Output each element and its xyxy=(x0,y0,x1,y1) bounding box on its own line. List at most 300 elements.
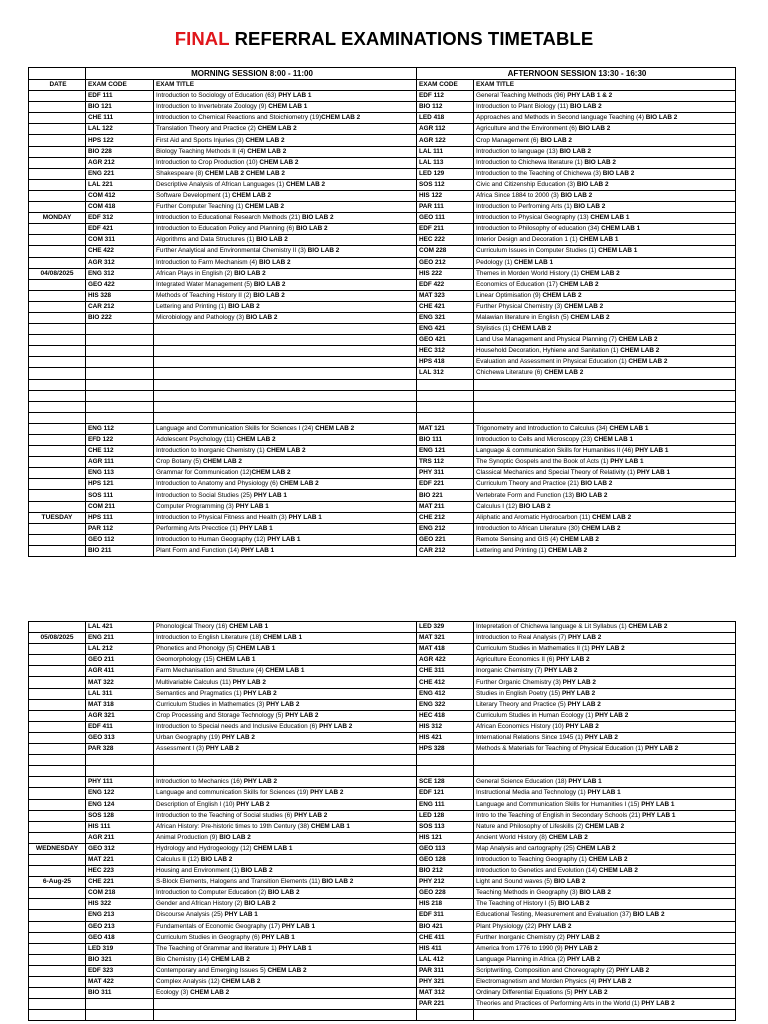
afternoon-exam-code: PAR 111 xyxy=(417,202,474,213)
morning-title-text: Language and communication Skills for Sciences (19) xyxy=(156,789,311,797)
afternoon-exam-title xyxy=(474,866,736,877)
afternoon-exam-code: HEC 312 xyxy=(417,346,474,357)
morning-exam-code xyxy=(86,999,154,1010)
afternoon-title-text: Classical Mechanics and Special Theory of Relativity (1) xyxy=(476,469,637,477)
afternoon-exam-title xyxy=(474,677,736,688)
date-cell: 6-Aug-25 xyxy=(29,877,86,888)
morning-title-text: Ecology (3) xyxy=(156,989,191,997)
morning-exam-title xyxy=(154,479,417,490)
morning-title-text: African History: Pre-historic times to 19th Century (38) xyxy=(156,822,311,830)
morning-exam-code: BIO 311 xyxy=(86,988,154,999)
morning-venue: CHEM LAB 2 CHEM LAB 2 xyxy=(205,169,285,177)
afternoon-venue: CHEM LAB 2 xyxy=(620,347,660,355)
afternoon-exam-title xyxy=(474,821,736,832)
afternoon-exam-title xyxy=(474,877,736,888)
table-row xyxy=(29,324,736,335)
morning-exam-code: ENG 221 xyxy=(86,168,154,179)
morning-exam-code: EDF 421 xyxy=(86,224,154,235)
afternoon-venue: PHY LAB 1 xyxy=(635,447,669,455)
morning-venue: CHEM LAB 2 xyxy=(259,158,299,166)
morning-exam-code: PAR 112 xyxy=(86,523,154,534)
afternoon-exam-title xyxy=(474,246,736,257)
morning-title-text: First Aid and Sports Injuries (3) xyxy=(156,136,246,144)
morning-venue: BIO LAB 2 xyxy=(219,833,251,841)
morning-exam-code xyxy=(86,755,154,766)
date-cell xyxy=(29,777,86,788)
morning-venue: BIO LAB 2 xyxy=(321,878,354,886)
date-cell xyxy=(29,866,86,877)
afternoon-exam-code: BIO 421 xyxy=(417,921,474,932)
morning-exam-code: MAT 221 xyxy=(86,854,154,865)
morning-exam-code: MAT 422 xyxy=(86,977,154,988)
morning-title-text: Descriptive Analysis of African Languages (1) xyxy=(156,180,287,188)
afternoon-exam-title xyxy=(474,910,736,921)
morning-venue: PHY LAB 1 xyxy=(240,546,275,554)
afternoon-exam-title xyxy=(474,457,736,468)
morning-exam-code: BIO 228 xyxy=(86,146,154,157)
morning-exam-title xyxy=(154,368,417,379)
morning-venue: CHEM LAB 1 xyxy=(268,103,308,111)
date-cell xyxy=(29,799,86,810)
date-cell xyxy=(29,534,86,545)
morning-exam-code: MAT 318 xyxy=(86,699,154,710)
afternoon-venue: PHY LAB 2 xyxy=(562,678,596,686)
afternoon-exam-title xyxy=(474,213,736,224)
morning-title-text: Introduction to Inorganic Chemistry (1) xyxy=(156,447,267,455)
afternoon-title-text: General Teaching Methods (96) xyxy=(476,92,568,100)
morning-exam-title xyxy=(154,877,417,888)
empty-header-cell xyxy=(29,68,86,80)
afternoon-title-text: Ancient World History (8) xyxy=(476,833,549,841)
morning-exam-title xyxy=(154,490,417,501)
afternoon-title-text: Scriptwriting, Composition and Choreography (2) xyxy=(476,966,616,974)
afternoon-exam-code: AGR 422 xyxy=(417,655,474,666)
morning-venue: BIO LAB 2 xyxy=(253,280,286,288)
date-cell xyxy=(29,490,86,501)
morning-exam-title xyxy=(154,301,417,312)
session-header-row xyxy=(29,68,736,80)
date-cell xyxy=(29,235,86,246)
afternoon-exam-title xyxy=(474,290,736,301)
table-row xyxy=(29,666,736,677)
morning-exam-code: HIS 328 xyxy=(86,290,154,301)
afternoon-title-text: Nature and Philosophy of Lifeskills (2) xyxy=(476,822,586,830)
date-cell xyxy=(29,135,86,146)
table-row xyxy=(29,357,736,368)
column-header-row xyxy=(29,80,736,91)
table-row xyxy=(29,190,736,201)
table-row xyxy=(29,832,736,843)
afternoon-exam-title xyxy=(474,368,736,379)
morning-title-text: Introduction to Crop Production (10) xyxy=(156,158,260,166)
morning-venue: CHEM LAB 2 xyxy=(247,147,287,155)
afternoon-venue: CHEM LAB 2 xyxy=(598,867,638,875)
afternoon-exam-code: GEO 421 xyxy=(417,335,474,346)
afternoon-venue: PHY LAB 2 xyxy=(598,978,632,986)
morning-exam-title xyxy=(154,290,417,301)
afternoon-venue: PHY LAB 2 xyxy=(584,733,618,741)
date-cell xyxy=(29,688,86,699)
afternoon-exam-code: GEO 228 xyxy=(417,888,474,899)
morning-title-text: Assessment I (3) xyxy=(156,745,206,753)
date-cell xyxy=(29,390,86,401)
afternoon-venue: PHY LAB 2 xyxy=(591,645,625,653)
title-rest: REFERRAL EXAMINATIONS TIMETABLE xyxy=(229,28,594,49)
morning-exam-title xyxy=(154,545,417,556)
morning-exam-title xyxy=(154,268,417,279)
morning-exam-title xyxy=(154,721,417,732)
afternoon-exam-code: HIS 312 xyxy=(417,721,474,732)
afternoon-title-text: Introduction to Perfroming Arts (1) xyxy=(476,203,574,211)
morning-venue: BIO LAB 2 xyxy=(302,214,334,222)
table-row xyxy=(29,523,736,534)
morning-title-text: Introduction to Anatomy and Physiology (6) xyxy=(156,480,280,488)
afternoon-exam-code: CHE 421 xyxy=(417,301,474,312)
table-row xyxy=(29,368,736,379)
afternoon-title-text: Evaluation and Assessment in Physical Education (1) xyxy=(476,358,629,366)
afternoon-title-text: Malawian literature in English (5) xyxy=(476,314,571,322)
afternoon-exam-title xyxy=(474,843,736,854)
morning-exam-title xyxy=(154,699,417,710)
afternoon-title-text: Intepretation of Chichewa language & Lit Syllabus (1) xyxy=(476,623,629,631)
morning-exam-title xyxy=(154,501,417,512)
morning-venue: PHY LAB 2 xyxy=(243,689,277,697)
morning-exam-code: GEO 211 xyxy=(86,655,154,666)
afternoon-exam-code: LED 129 xyxy=(417,168,474,179)
afternoon-exam-title xyxy=(474,744,736,755)
morning-exam-code: ENG 112 xyxy=(86,423,154,434)
morning-exam-title xyxy=(154,435,417,446)
date-cell xyxy=(29,224,86,235)
table-row xyxy=(29,157,736,168)
morning-exam-code: BIO 321 xyxy=(86,954,154,965)
morning-venue: CHEM LAB 1 xyxy=(262,634,302,642)
morning-exam-code xyxy=(86,1010,154,1021)
afternoon-exam-title xyxy=(474,999,736,1010)
afternoon-exam-title xyxy=(474,490,736,501)
morning-exam-title xyxy=(154,921,417,932)
morning-exam-code: LAL 122 xyxy=(86,124,154,135)
morning-venue: BIO LAB 2 xyxy=(259,258,291,266)
afternoon-title-text: Vertebrate Form and Function (13) xyxy=(476,491,576,499)
morning-venue: CHEM LAB 2 xyxy=(266,447,306,455)
afternoon-exam-title xyxy=(474,501,736,512)
morning-venue: BIO LAB 2 xyxy=(200,856,233,864)
table-row xyxy=(29,788,736,799)
afternoon-title-text: Electromagnetism and Morden Physics (4) xyxy=(476,978,599,986)
afternoon-title-text: Curriculum Issues in Computer Studies (1) xyxy=(476,247,599,255)
afternoon-exam-title xyxy=(474,954,736,965)
morning-exam-title xyxy=(154,832,417,843)
afternoon-title-text: Introduction to language (13) xyxy=(476,147,560,155)
morning-exam-code: CHE 111 xyxy=(86,113,154,124)
date-cell xyxy=(29,1010,86,1021)
date-cell xyxy=(29,788,86,799)
morning-venue: PHY LAB 2 xyxy=(221,733,255,741)
afternoon-exam-title xyxy=(474,346,736,357)
morning-venue: PHY LAB 2 xyxy=(205,745,239,753)
afternoon-exam-title xyxy=(474,91,736,102)
date-cell xyxy=(29,468,86,479)
morning-title-text: Introduction to Special needs and Inclusive Education (6) xyxy=(156,722,320,730)
morning-exam-code: COM 218 xyxy=(86,888,154,899)
date-cell xyxy=(29,412,86,423)
afternoon-venue: CHEM LAB 2 xyxy=(581,524,621,532)
morning-exam-code: LAL 311 xyxy=(86,688,154,699)
afternoon-exam-code: BIO 221 xyxy=(417,490,474,501)
morning-title-text: Introduction to the Teaching of Social studies (6) xyxy=(156,811,295,819)
afternoon-exam-title xyxy=(474,157,736,168)
afternoon-exam-title xyxy=(474,732,736,743)
table-row xyxy=(29,943,736,954)
morning-title-text: Introduction to Social Studies (25) xyxy=(156,491,254,499)
morning-title-text: Geomorphology (15) xyxy=(156,656,217,664)
morning-exam-code: AGR 111 xyxy=(86,457,154,468)
morning-exam-code xyxy=(86,357,154,368)
morning-exam-code: HIS 111 xyxy=(86,821,154,832)
afternoon-exam-title xyxy=(474,788,736,799)
table-row xyxy=(29,124,736,135)
morning-exam-title xyxy=(154,91,417,102)
morning-exam-title xyxy=(154,788,417,799)
morning-exam-title xyxy=(154,213,417,224)
afternoon-title-text: Agriculture Economics II (6) xyxy=(476,656,557,664)
morning-exam-title xyxy=(154,988,417,999)
afternoon-title-text: Curriculum Studies in Human Ecology (1) xyxy=(476,711,595,719)
date-cell xyxy=(29,666,86,677)
morning-venue: PHY LAB 2 xyxy=(294,811,328,819)
table-row xyxy=(29,899,736,910)
afternoon-title-text: Introduction to Teaching Geography (1) xyxy=(476,856,589,864)
afternoon-venue: CHEM LAB 1 xyxy=(590,214,630,222)
table-row xyxy=(29,412,736,423)
table-row xyxy=(29,1010,736,1021)
morning-title-text: Curriculum Studies in Mathematics (3) xyxy=(156,700,267,708)
afternoon-exam-code: EDF 221 xyxy=(417,479,474,490)
morning-venue: PHY LAB 1 xyxy=(288,513,322,521)
afternoon-exam-title xyxy=(474,401,736,412)
afternoon-exam-title xyxy=(474,135,736,146)
afternoon-exam-title xyxy=(474,899,736,910)
table-row xyxy=(29,246,736,257)
table-row xyxy=(29,435,736,446)
afternoon-exam-title xyxy=(474,799,736,810)
afternoon-title-text: Chichewa Literature (6) xyxy=(476,369,545,377)
afternoon-exam-title xyxy=(474,655,736,666)
morning-title-text: Microbiology and Pathology (3) xyxy=(156,314,246,322)
morning-venue: BIO LAB 2 xyxy=(240,867,273,875)
afternoon-venue: BIO LAB 2 xyxy=(602,169,635,177)
morning-exam-code: GEO 312 xyxy=(86,843,154,854)
afternoon-exam-code: ENG 412 xyxy=(417,688,474,699)
table-row xyxy=(29,810,736,821)
morning-exam-code: COM 311 xyxy=(86,235,154,246)
afternoon-exam-code: CAR 212 xyxy=(417,545,474,556)
morning-venue: CHEM LAB 2 xyxy=(232,191,272,199)
morning-exam-code: GEO 213 xyxy=(86,921,154,932)
morning-exam-title xyxy=(154,179,417,190)
morning-exam-title xyxy=(154,943,417,954)
afternoon-venue: BIO LAB 2 xyxy=(632,911,665,919)
morning-exam-title xyxy=(154,688,417,699)
morning-exam-code: GEO 418 xyxy=(86,932,154,943)
afternoon-title-text: Language Planning in Africa (2) xyxy=(476,955,567,963)
morning-exam-code: GEO 422 xyxy=(86,279,154,290)
afternoon-venue: BIO LAB 2 xyxy=(560,191,593,199)
morning-title-text: Introduction to English Literature (18) xyxy=(156,634,263,642)
morning-title-text: Translation Theory and Practice (2) xyxy=(156,125,258,133)
afternoon-title-text: Instructional Media and Technology (1) xyxy=(476,789,588,797)
afternoon-exam-code: MAT 121 xyxy=(417,423,474,434)
afternoon-venue: CHEM LAB 2 xyxy=(588,856,628,864)
afternoon-exam-code: CHE 311 xyxy=(417,666,474,677)
afternoon-exam-title xyxy=(474,468,736,479)
table-row xyxy=(29,401,736,412)
morning-exam-title xyxy=(154,257,417,268)
morning-exam-title xyxy=(154,102,417,113)
table-row xyxy=(29,677,736,688)
date-cell xyxy=(29,479,86,490)
afternoon-title-text: Economics of Education (17) xyxy=(476,280,560,288)
afternoon-title-text: Themes in Morden World History (1) xyxy=(476,269,581,277)
afternoon-exam-code: MAT 211 xyxy=(417,501,474,512)
morning-exam-title xyxy=(154,235,417,246)
date-cell xyxy=(29,157,86,168)
table-row xyxy=(29,335,736,346)
morning-exam-title xyxy=(154,401,417,412)
table-row xyxy=(29,113,736,124)
morning-title-text: Animal Production (9) xyxy=(156,833,220,841)
afternoon-venue: BIO LAB 2 xyxy=(540,136,572,144)
morning-title-text: Crop Botany (5) xyxy=(156,458,203,466)
morning-exam-title xyxy=(154,910,417,921)
afternoon-venue: CHEM LAB 1 xyxy=(579,236,619,244)
afternoon-venue: BIO LAB 2 xyxy=(553,878,586,886)
date-cell xyxy=(29,113,86,124)
morning-title-text: Introduction to Computer Education (2) xyxy=(156,889,268,897)
morning-exam-code: HPS 111 xyxy=(86,512,154,523)
morning-exam-code: ENG 122 xyxy=(86,788,154,799)
afternoon-exam-code: LAL 412 xyxy=(417,954,474,965)
afternoon-exam-code: COM 228 xyxy=(417,246,474,257)
morning-exam-code: EDF 323 xyxy=(86,965,154,976)
date-cell xyxy=(29,622,86,633)
morning-exam-title xyxy=(154,124,417,135)
date-cell xyxy=(29,423,86,434)
afternoon-venue: BIO LAB 2 xyxy=(573,203,606,211)
morning-exam-title xyxy=(154,932,417,943)
morning-venue: CHEM LAB 2 xyxy=(251,469,291,477)
afternoon-venue: CHEM LAB 2 xyxy=(580,269,620,277)
table-row xyxy=(29,390,736,401)
morning-exam-title xyxy=(154,157,417,168)
morning-title-text: Curriculum Studies in Geography (6) xyxy=(156,933,262,941)
morning-exam-title xyxy=(154,888,417,899)
morning-exam-title xyxy=(154,732,417,743)
morning-exam-code xyxy=(86,324,154,335)
morning-exam-title xyxy=(154,866,417,877)
morning-title-text: Multivariable Calculus (11) xyxy=(156,678,233,686)
morning-exam-code: EDF 312 xyxy=(86,213,154,224)
afternoon-title-text: Remote Sensing and GIS (4) xyxy=(476,535,560,543)
morning-venue: PHY LAB 1 xyxy=(267,535,301,543)
morning-exam-code: HPS 122 xyxy=(86,135,154,146)
afternoon-venue: CHEM LAB 2 xyxy=(628,358,668,366)
afternoon-venue: BIO LAB 2 xyxy=(519,502,551,510)
morning-exam-code: LAL 212 xyxy=(86,644,154,655)
morning-venue: CHEM LAB 1 xyxy=(310,822,350,830)
afternoon-exam-code: CHE 212 xyxy=(417,512,474,523)
date-cell xyxy=(29,346,86,357)
morning-exam-title xyxy=(154,512,417,523)
morning-exam-title xyxy=(154,843,417,854)
date-cell xyxy=(29,246,86,257)
morning-title-text: Introduction to Sociology of Education (63) xyxy=(156,92,279,100)
morning-exam-title xyxy=(154,777,417,788)
afternoon-venue: PHY LAB 2 xyxy=(641,1000,675,1008)
date-cell xyxy=(29,523,86,534)
afternoon-exam-code: HIS 222 xyxy=(417,268,474,279)
afternoon-exam-code: HPS 328 xyxy=(417,744,474,755)
afternoon-venue: BIO LAB 2 xyxy=(570,103,602,111)
afternoon-exam-title xyxy=(474,766,736,777)
afternoon-title-text: Introduction to Chichewa literature (1) xyxy=(476,158,585,166)
afternoon-venue: PHY LAB 2 xyxy=(544,667,578,675)
date-header: DATE xyxy=(29,80,86,91)
morning-exam-title xyxy=(154,146,417,157)
date-cell xyxy=(29,290,86,301)
morning-exam-title xyxy=(154,113,417,124)
morning-title-text: Calculus II (12) xyxy=(156,856,201,864)
morning-venue: PHY LAB 1 xyxy=(224,911,258,919)
afternoon-title-text: African Economics History (10) xyxy=(476,722,566,730)
morning-venue: PHY LAB 1 xyxy=(253,491,287,499)
morning-exam-code: PHY 111 xyxy=(86,777,154,788)
morning-venue: CHEM LAB 1 xyxy=(229,623,269,631)
afternoon-title-text: Linear Optimisation (9) xyxy=(476,291,543,299)
afternoon-exam-code: ENG 321 xyxy=(417,312,474,323)
morning-exam-title xyxy=(154,390,417,401)
afternoon-exam-code: BIO 212 xyxy=(417,866,474,877)
afternoon-venue: BIO LAB 2 xyxy=(584,158,616,166)
afternoon-title-text: Approaches and Methods in Second language Teaching (4) xyxy=(476,114,646,122)
date-cell xyxy=(29,446,86,457)
afternoon-venue: BIO LAB 2 xyxy=(645,114,678,122)
afternoon-title-text: Crop Management (6) xyxy=(476,136,541,144)
afternoon-exam-title xyxy=(474,523,736,534)
afternoon-exam-code: HIS 122 xyxy=(417,190,474,201)
afternoon-exam-title xyxy=(474,357,736,368)
afternoon-title-text: Teaching Methods in Geography (3) xyxy=(476,889,580,897)
date-cell xyxy=(29,301,86,312)
morning-title-text: Introduction to Human Geography (12) xyxy=(156,535,268,543)
afternoon-venue: PHY LAB 2 xyxy=(566,955,601,963)
morning-venue: CHEM LAB 2 xyxy=(321,114,361,122)
date-cell xyxy=(29,257,86,268)
afternoon-title-text: Introduction to Real Analysis (7) xyxy=(476,634,568,642)
afternoon-exam-title xyxy=(474,312,736,323)
morning-exam-code: EDF 411 xyxy=(86,721,154,732)
date-cell xyxy=(29,190,86,201)
table-row xyxy=(29,545,736,556)
afternoon-exam-title xyxy=(474,854,736,865)
afternoon-venue: BIO LAB 2 xyxy=(580,480,613,488)
afternoon-venue: PHY LAB 2 xyxy=(615,966,650,974)
afternoon-venue: PHY LAB 1 xyxy=(587,789,621,797)
morning-exam-code: LED 319 xyxy=(86,943,154,954)
table-row xyxy=(29,821,736,832)
date-cell xyxy=(29,988,86,999)
